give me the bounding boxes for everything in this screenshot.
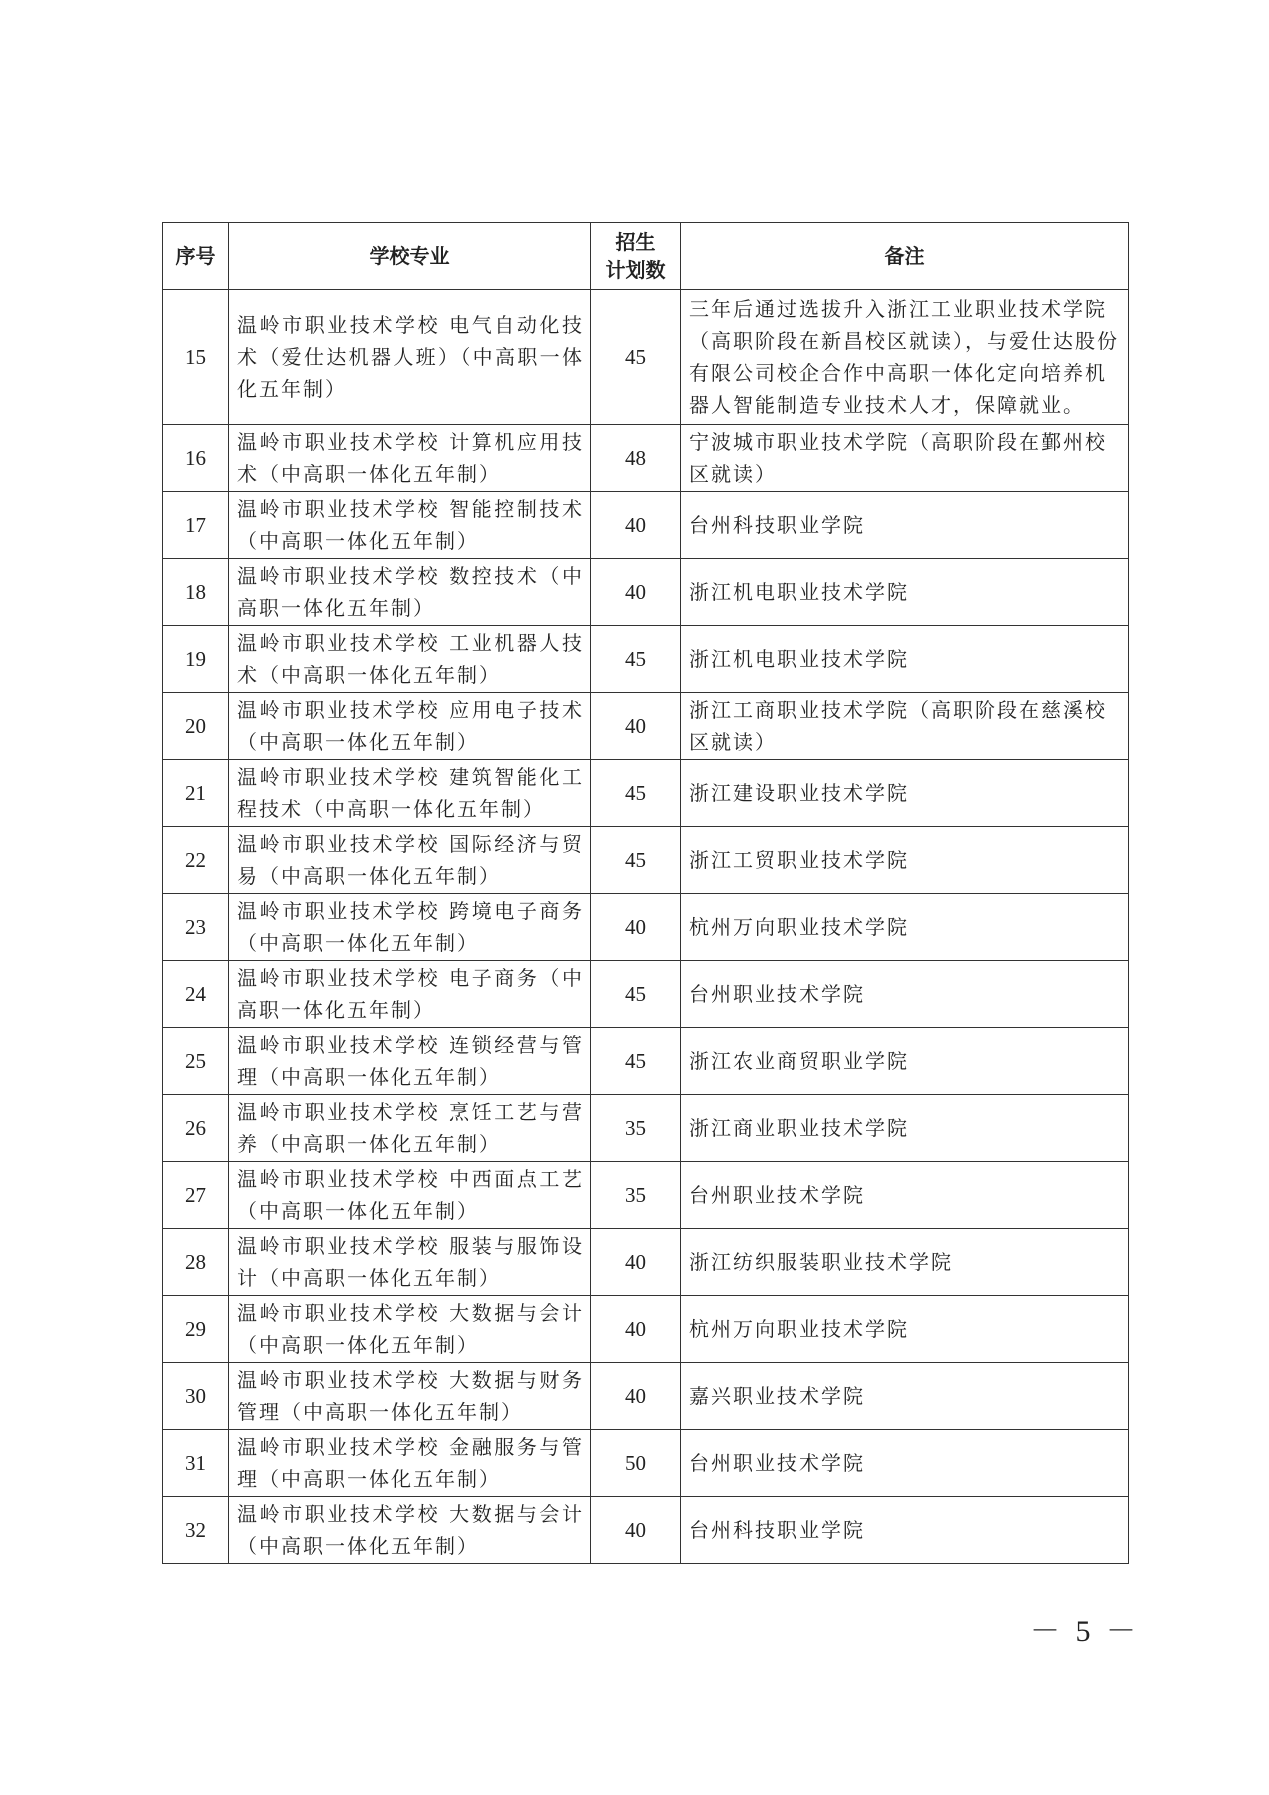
- row-school-major: 温岭市职业技术学校 大数据与会计（中高职一体化五年制）: [229, 1296, 591, 1363]
- row-seq: 21: [163, 760, 229, 827]
- row-seq: 29: [163, 1296, 229, 1363]
- row-school-major: 温岭市职业技术学校 大数据与会计（中高职一体化五年制）: [229, 1497, 591, 1564]
- row-note: 浙江建设职业技术学院: [681, 760, 1129, 827]
- row-seq: 30: [163, 1363, 229, 1430]
- row-plan-count: 45: [591, 290, 681, 425]
- row-school-major: 温岭市职业技术学校 大数据与财务管理（中高职一体化五年制）: [229, 1363, 591, 1430]
- enrollment-plan-table: [162, 222, 1129, 1564]
- row-seq: 18: [163, 559, 229, 626]
- row-school-major: 温岭市职业技术学校 国际经济与贸易（中高职一体化五年制）: [229, 827, 591, 894]
- row-seq: 24: [163, 961, 229, 1028]
- row-plan-count: 35: [591, 1162, 681, 1229]
- row-school-major: 温岭市职业技术学校 工业机器人技术（中高职一体化五年制）: [229, 626, 591, 693]
- row-note: 杭州万向职业技术学院: [681, 1296, 1129, 1363]
- row-school-major: 温岭市职业技术学校 数控技术（中高职一体化五年制）: [229, 559, 591, 626]
- row-note: 浙江工商职业技术学院（高职阶段在慈溪校区就读）: [681, 693, 1129, 760]
- row-plan-count: 45: [591, 626, 681, 693]
- row-seq: 31: [163, 1430, 229, 1497]
- table-row: [163, 961, 1129, 1028]
- header-enrollment-plan: [591, 223, 681, 290]
- table-row: [163, 626, 1129, 693]
- table-body: [163, 290, 1129, 1564]
- row-seq: 27: [163, 1162, 229, 1229]
- header-plan-line2: 计划数: [605, 258, 666, 282]
- row-note: 三年后通过选拔升入浙江工业职业技术学院（高职阶段在新昌校区就读），与爱仕达股份有限公司校企合作中高职一体化定向培养机器人智能制造专业技术人才，保障就业。: [681, 290, 1129, 425]
- row-school-major: 温岭市职业技术学校 金融服务与管理（中高职一体化五年制）: [229, 1430, 591, 1497]
- row-seq: 28: [163, 1229, 229, 1296]
- row-school-major: 温岭市职业技术学校 连锁经营与管理（中高职一体化五年制）: [229, 1028, 591, 1095]
- row-note: 浙江商业职业技术学院: [681, 1095, 1129, 1162]
- row-seq: 26: [163, 1095, 229, 1162]
- row-plan-count: 40: [591, 1363, 681, 1430]
- row-seq: 32: [163, 1497, 229, 1564]
- table-row: [163, 827, 1129, 894]
- row-plan-count: 40: [591, 492, 681, 559]
- row-note: 浙江机电职业技术学院: [681, 559, 1129, 626]
- row-school-major: 温岭市职业技术学校 建筑智能化工程技术（中高职一体化五年制）: [229, 760, 591, 827]
- row-school-major: 温岭市职业技术学校 烹饪工艺与营养（中高职一体化五年制）: [229, 1095, 591, 1162]
- row-seq: 19: [163, 626, 229, 693]
- row-plan-count: 40: [591, 1229, 681, 1296]
- table-row: [163, 1162, 1129, 1229]
- row-school-major: 温岭市职业技术学校 中西面点工艺（中高职一体化五年制）: [229, 1162, 591, 1229]
- table-row: [163, 1229, 1129, 1296]
- row-note: 台州科技职业学院: [681, 492, 1129, 559]
- header-note: 备注: [681, 223, 1129, 290]
- row-seq: 22: [163, 827, 229, 894]
- row-note: 浙江工贸职业技术学院: [681, 827, 1129, 894]
- table-row: [163, 1296, 1129, 1363]
- table-row: [163, 559, 1129, 626]
- row-plan-count: 45: [591, 961, 681, 1028]
- table-row: [163, 1095, 1129, 1162]
- row-plan-count: 45: [591, 1028, 681, 1095]
- row-note: 宁波城市职业技术学院（高职阶段在鄞州校区就读）: [681, 425, 1129, 492]
- row-note: 台州职业技术学院: [681, 1162, 1129, 1229]
- table-row: [163, 1028, 1129, 1095]
- row-plan-count: 45: [591, 760, 681, 827]
- row-note: 杭州万向职业技术学院: [681, 894, 1129, 961]
- table-row: [163, 894, 1129, 961]
- table-row: [163, 492, 1129, 559]
- row-plan-count: 40: [591, 1497, 681, 1564]
- row-plan-count: 50: [591, 1430, 681, 1497]
- row-seq: 17: [163, 492, 229, 559]
- row-seq: 16: [163, 425, 229, 492]
- row-school-major: 温岭市职业技术学校 电子商务（中高职一体化五年制）: [229, 961, 591, 1028]
- row-plan-count: 40: [591, 1296, 681, 1363]
- table-row: [163, 1363, 1129, 1430]
- row-plan-count: 40: [591, 693, 681, 760]
- header-seq: 序号: [163, 223, 229, 290]
- row-school-major: 温岭市职业技术学校 跨境电子商务（中高职一体化五年制）: [229, 894, 591, 961]
- row-note: 浙江纺织服装职业技术学院: [681, 1229, 1129, 1296]
- header-row: [163, 223, 1129, 290]
- row-school-major: 温岭市职业技术学校 应用电子技术（中高职一体化五年制）: [229, 693, 591, 760]
- table-header: [163, 223, 1129, 290]
- table-row: [163, 425, 1129, 492]
- page-number: － 5 －: [1030, 1615, 1140, 1648]
- header-plan-line1: 招生: [615, 230, 656, 254]
- row-note: 嘉兴职业技术学院: [681, 1363, 1129, 1430]
- row-school-major: 温岭市职业技术学校 计算机应用技术（中高职一体化五年制）: [229, 425, 591, 492]
- row-note: 台州科技职业学院: [681, 1497, 1129, 1564]
- table-row: [163, 290, 1129, 425]
- table-row: [163, 693, 1129, 760]
- row-note: 浙江机电职业技术学院: [681, 626, 1129, 693]
- row-school-major: 温岭市职业技术学校 电气自动化技术（爱仕达机器人班）（中高职一体化五年制）: [229, 290, 591, 425]
- row-note: 浙江农业商贸职业学院: [681, 1028, 1129, 1095]
- row-note: 台州职业技术学院: [681, 1430, 1129, 1497]
- row-plan-count: 40: [591, 894, 681, 961]
- row-seq: 25: [163, 1028, 229, 1095]
- row-plan-count: 35: [591, 1095, 681, 1162]
- table-row: [163, 760, 1129, 827]
- row-school-major: 温岭市职业技术学校 服装与服饰设计（中高职一体化五年制）: [229, 1229, 591, 1296]
- row-seq: 15: [163, 290, 229, 425]
- table-row: [163, 1497, 1129, 1564]
- row-plan-count: 40: [591, 559, 681, 626]
- header-school-major: 学校专业: [229, 223, 591, 290]
- row-seq: 23: [163, 894, 229, 961]
- row-plan-count: 45: [591, 827, 681, 894]
- row-school-major: 温岭市职业技术学校 智能控制技术（中高职一体化五年制）: [229, 492, 591, 559]
- table-row: [163, 1430, 1129, 1497]
- row-note: 台州职业技术学院: [681, 961, 1129, 1028]
- row-seq: 20: [163, 693, 229, 760]
- row-plan-count: 48: [591, 425, 681, 492]
